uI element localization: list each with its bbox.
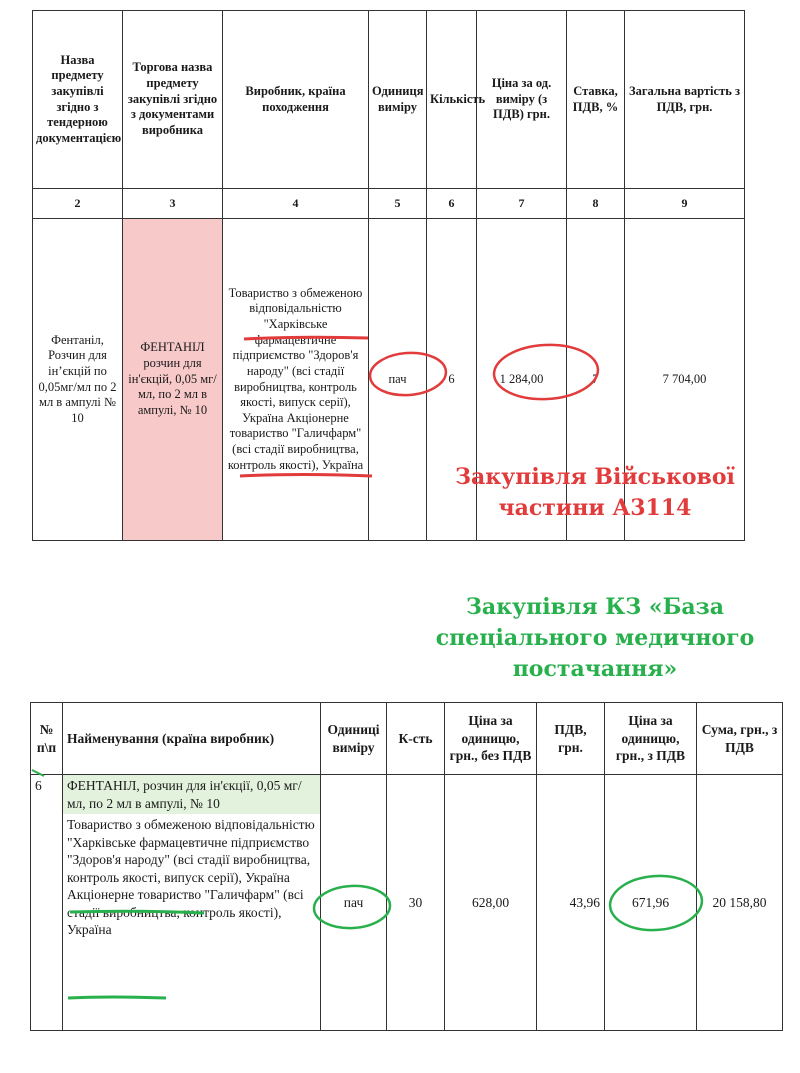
t1-header-trade-name: Торгова назва предмету закупівлі згідно з документами виробника (123, 11, 223, 189)
t1-colnum: 9 (625, 189, 745, 219)
t2-manufacturer: Товариство з обмеженою відповідальністю "Харківське фармацевтичне підприємство "Здоров'я народу" (всі стадії виробництва, контроль якості, випуск серії), Україна Акціонерне товариство "Галичфарм" (всі стадії виробництва, контроль якості), Україна (67, 817, 315, 938)
t1-header-vat-rate: Ставка, ПДВ, % (567, 11, 625, 189)
t1-colnum: 2 (33, 189, 123, 219)
t1-vat-rate: 7 (567, 219, 625, 541)
kz-procurement-table (30, 702, 783, 1031)
t1-header-price: Ціна за од. виміру (з ПДВ) грн. (477, 11, 567, 189)
t2-header-qty: К-сть (387, 703, 445, 775)
t1-colnum: 5 (369, 189, 427, 219)
table2-data-row (31, 775, 783, 1031)
t2-product: ФЕНТАНІЛ, розчин для ін'єкції, 0,05 мг/мл, по 2 мл в ампулі, № 10 (63, 775, 320, 814)
t1-price: 1 284,00 (477, 219, 567, 541)
t1-colnum: 6 (427, 189, 477, 219)
t2-header-sum: Сума, грн., з ПДВ (697, 703, 783, 775)
table1-header-row (33, 11, 745, 189)
t2-header-unit: Одиниці виміру (321, 703, 387, 775)
t2-sum: 20 158,80 (697, 775, 783, 1031)
t1-colnum: 8 (567, 189, 625, 219)
t1-header-quantity: Кількість (427, 11, 477, 189)
caption-kz-procurement: Закупівля КЗ «База спеціального медичного постачання» (435, 594, 755, 682)
t1-header-total: Загальна вартість з ПДВ, грн. (625, 11, 745, 189)
t1-total: 7 704,00 (625, 219, 745, 541)
t2-unit: пач (321, 775, 387, 1031)
t2-header-vat: ПДВ, грн. (537, 703, 605, 775)
t1-trade-name: ФЕНТАНІЛ розчин для ін'єкцій, 0,05 мг/мл, по 2 мл в ампулі, № 10 (123, 219, 223, 541)
t1-header-manufacturer: Виробник, країна походження (223, 11, 369, 189)
t1-colnum: 4 (223, 189, 369, 219)
t1-colnum: 3 (123, 189, 223, 219)
t1-manufacturer: Товариство з обмеженою відповідальністю "Харківське фармацевтичне підприємство "Здоров'я народу" (всі стадії виробництва, контроль якості, випуск серії), Україна Акціонерне товариство "Галичфарм" (всі стадії виробництва, контроль якості), Україна (223, 219, 369, 541)
t1-header-unit: Одиниця виміру (369, 11, 427, 189)
t1-quantity: 6 (427, 219, 477, 541)
t2-header-num: № п\п (31, 703, 63, 775)
t1-colnum: 7 (477, 189, 567, 219)
t2-name-cell (63, 775, 321, 1031)
caption-military-procurement: Закупівля Військової частини А3114 (455, 464, 735, 521)
table2-header-row (31, 703, 783, 775)
table1-column-numbers-row (33, 189, 745, 219)
t2-price-no-vat: 628,00 (445, 775, 537, 1031)
t1-header-item-name: Назва предмету закупівлі згідно з тендерною документацією (33, 11, 123, 189)
t2-header-name: Найменування (країна виробник) (63, 703, 321, 775)
t2-vat: 43,96 (537, 775, 605, 1031)
t2-qty: 30 (387, 775, 445, 1031)
t2-price-vat: 671,96 (605, 775, 697, 1031)
t2-header-price-vat: Ціна за одиницю, грн., з ПДВ (605, 703, 697, 775)
t2-row-num: 6 (31, 775, 63, 1031)
t2-header-price-no-vat: Ціна за одиницю, грн., без ПДВ (445, 703, 537, 775)
t1-unit: пач (369, 219, 427, 541)
t1-item-name: Фентаніл, Розчин для ін’єкцій по 0,05мг/мл по 2 мл в ампулі № 10 (33, 219, 123, 541)
